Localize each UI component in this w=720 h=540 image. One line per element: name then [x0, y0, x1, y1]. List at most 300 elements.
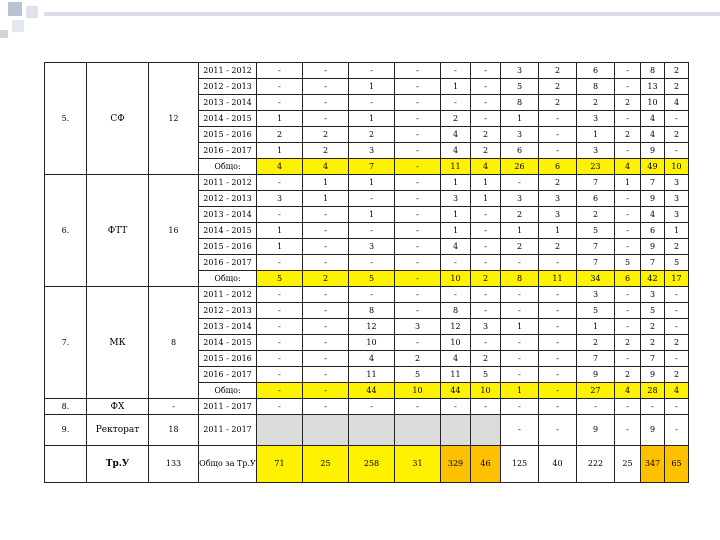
cell-c2: - — [303, 367, 349, 383]
cell-year: 2015 - 2016 — [199, 239, 257, 255]
cell-c3: - — [349, 191, 395, 207]
cell-year: 2016 - 2017 — [199, 143, 257, 159]
cell-c8: - — [539, 287, 577, 303]
cell-c5: 1 — [441, 175, 471, 191]
cell-c8: - — [539, 319, 577, 335]
cell-c9: 7 — [577, 351, 615, 367]
cell-year: 2012 - 2013 — [199, 79, 257, 95]
cell-c3: - — [349, 223, 395, 239]
cell-c10: - — [615, 111, 641, 127]
cell-c2: - — [303, 223, 349, 239]
cell-c5: - — [441, 399, 471, 415]
cell-c3: 3 — [349, 239, 395, 255]
table-row — [45, 415, 689, 446]
cell-c10: - — [615, 399, 641, 415]
cell-c10: 2 — [615, 335, 641, 351]
cell-c8: 2 — [539, 239, 577, 255]
cell-c1: - — [257, 207, 303, 223]
cell-c5: 329 — [441, 446, 471, 483]
cell-c7: - — [501, 175, 539, 191]
cell-c9: 34 — [577, 271, 615, 287]
cell-c1: 1 — [257, 239, 303, 255]
cell-year: 2014 - 2015 — [199, 223, 257, 239]
cell-num: 7. — [45, 287, 87, 399]
cell-year: 2014 - 2015 — [199, 335, 257, 351]
cell-c2: 2 — [303, 143, 349, 159]
cell-c12: 3 — [665, 207, 689, 223]
cell-c4: - — [395, 63, 441, 79]
cell-c10: - — [615, 239, 641, 255]
cell-count: 18 — [149, 415, 199, 446]
cell-c3: 7 — [349, 159, 395, 175]
cell-c6: 4 — [471, 159, 501, 175]
cell-c10: - — [615, 319, 641, 335]
cell-c4: - — [395, 303, 441, 319]
cell-c8: - — [539, 351, 577, 367]
cell-c4: - — [395, 159, 441, 175]
cell-c11: 4 — [641, 127, 665, 143]
cell-year: Общо за Тр.У — [199, 446, 257, 483]
cell-c7: 125 — [501, 446, 539, 483]
cell-c12: 2 — [665, 79, 689, 95]
cell-c3: 1 — [349, 111, 395, 127]
cell-c4: - — [395, 223, 441, 239]
cell-c10: - — [615, 143, 641, 159]
cell-c12: - — [665, 319, 689, 335]
cell-c7: - — [501, 335, 539, 351]
cell-c12: 4 — [665, 383, 689, 399]
cell-c1: 1 — [257, 143, 303, 159]
cell-count: 133 — [149, 446, 199, 483]
cell-c11: 9 — [641, 415, 665, 446]
cell-c6: - — [471, 79, 501, 95]
cell-c11: 10 — [641, 95, 665, 111]
cell-c1: - — [257, 63, 303, 79]
cell-c10: 2 — [615, 127, 641, 143]
cell-c5: - — [441, 95, 471, 111]
cell-c4: 2 — [395, 351, 441, 367]
cell-c2: - — [303, 111, 349, 127]
cell-c1: - — [257, 255, 303, 271]
cell-c9: 3 — [577, 111, 615, 127]
cell-c6: - — [471, 223, 501, 239]
cell-c3: 12 — [349, 319, 395, 335]
table-row — [45, 175, 689, 191]
cell-c7: - — [501, 351, 539, 367]
cell-c2: - — [303, 63, 349, 79]
cell-c1: - — [257, 79, 303, 95]
cell-c5: - — [441, 63, 471, 79]
cell-c5: 1 — [441, 207, 471, 223]
cell-c5: 2 — [441, 111, 471, 127]
cell-c6: 5 — [471, 367, 501, 383]
cell-c1: - — [257, 95, 303, 111]
cell-c9: 2 — [577, 95, 615, 111]
cell-c4: - — [395, 191, 441, 207]
cell-c12: 17 — [665, 271, 689, 287]
cell-c3: 4 — [349, 351, 395, 367]
cell-c12: - — [665, 303, 689, 319]
cell-c6: - — [471, 95, 501, 111]
cell-c11: 42 — [641, 271, 665, 287]
cell-c4: - — [395, 239, 441, 255]
cell-c7: 1 — [501, 383, 539, 399]
cell-c6: 2 — [471, 271, 501, 287]
cell-c2: 25 — [303, 446, 349, 483]
cell-c9: 1 — [577, 127, 615, 143]
cell-c9: 2 — [577, 207, 615, 223]
cell-c11: 2 — [641, 319, 665, 335]
cell-c5: 4 — [441, 239, 471, 255]
cell-c6: - — [471, 239, 501, 255]
cell-c8: 2 — [539, 79, 577, 95]
cell-c11: 6 — [641, 223, 665, 239]
cell-faculty: ФХ — [87, 399, 149, 415]
cell-c2: 2 — [303, 271, 349, 287]
cell-year: Общо: — [199, 271, 257, 287]
cell-c11: 9 — [641, 191, 665, 207]
cell-c7: - — [501, 255, 539, 271]
cell-c1: - — [257, 303, 303, 319]
cell-c2: - — [303, 79, 349, 95]
cell-c5: 8 — [441, 303, 471, 319]
cell-count: 12 — [149, 63, 199, 175]
cell-c8: 3 — [539, 207, 577, 223]
cell-c11: 7 — [641, 175, 665, 191]
cell-c10: - — [615, 351, 641, 367]
cell-c3: 1 — [349, 79, 395, 95]
cell-c7: 3 — [501, 63, 539, 79]
cell-c4: - — [395, 207, 441, 223]
cell-c8: 11 — [539, 271, 577, 287]
cell-c6: 1 — [471, 175, 501, 191]
cell-c1: - — [257, 175, 303, 191]
cell-c10: - — [615, 191, 641, 207]
cell-c3 — [349, 415, 395, 446]
cell-c7: 8 — [501, 271, 539, 287]
cell-c2: - — [303, 319, 349, 335]
cell-c9: 7 — [577, 175, 615, 191]
cell-c9: 6 — [577, 191, 615, 207]
table-row — [45, 446, 689, 483]
deco-square — [0, 30, 8, 38]
cell-c9: 5 — [577, 223, 615, 239]
cell-c6: 2 — [471, 143, 501, 159]
cell-c12: 2 — [665, 127, 689, 143]
cell-c12: 3 — [665, 191, 689, 207]
cell-num: 8. — [45, 399, 87, 415]
cell-c8: 1 — [539, 223, 577, 239]
cell-c1: 71 — [257, 446, 303, 483]
table-row — [45, 399, 689, 415]
cell-c10: - — [615, 79, 641, 95]
cell-c9: 1 — [577, 319, 615, 335]
cell-c2: 1 — [303, 191, 349, 207]
cell-year: 2012 - 2013 — [199, 303, 257, 319]
cell-c10: 25 — [615, 446, 641, 483]
cell-c9: 3 — [577, 143, 615, 159]
cell-c1: 4 — [257, 159, 303, 175]
cell-c7: - — [501, 399, 539, 415]
cell-c7: 2 — [501, 207, 539, 223]
cell-c8: 2 — [539, 95, 577, 111]
cell-year: 2015 - 2016 — [199, 127, 257, 143]
cell-c1 — [257, 415, 303, 446]
decorative-rule — [44, 12, 720, 16]
cell-c5: 11 — [441, 367, 471, 383]
cell-c8: - — [539, 367, 577, 383]
cell-c7: - — [501, 287, 539, 303]
cell-year: 2014 - 2015 — [199, 111, 257, 127]
cell-c8: - — [539, 143, 577, 159]
cell-c10: - — [615, 287, 641, 303]
cell-c3: 258 — [349, 446, 395, 483]
deco-square — [8, 2, 22, 16]
cell-c8: 40 — [539, 446, 577, 483]
cell-c3: - — [349, 95, 395, 111]
cell-c5: 3 — [441, 191, 471, 207]
cell-c12: 2 — [665, 335, 689, 351]
cell-c12: 5 — [665, 255, 689, 271]
cell-c4: - — [395, 255, 441, 271]
cell-c2: - — [303, 303, 349, 319]
cell-c6: - — [471, 335, 501, 351]
cell-count: - — [149, 399, 199, 415]
cell-c6: - — [471, 207, 501, 223]
cell-c4 — [395, 415, 441, 446]
cell-c11: - — [641, 399, 665, 415]
cell-c1: - — [257, 399, 303, 415]
cell-c11: 49 — [641, 159, 665, 175]
cell-c2: - — [303, 255, 349, 271]
cell-c9: 7 — [577, 255, 615, 271]
cell-year: 2013 - 2014 — [199, 207, 257, 223]
cell-c11: 2 — [641, 335, 665, 351]
cell-c9: 2 — [577, 335, 615, 351]
cell-num: 5. — [45, 63, 87, 175]
cell-num: 9. — [45, 415, 87, 446]
cell-c7: 2 — [501, 239, 539, 255]
cell-c9: 5 — [577, 303, 615, 319]
cell-c8: - — [539, 127, 577, 143]
cell-c12: - — [665, 415, 689, 446]
cell-c10: 1 — [615, 175, 641, 191]
cell-c4: - — [395, 399, 441, 415]
cell-year: 2011 - 2012 — [199, 63, 257, 79]
cell-c2: - — [303, 335, 349, 351]
cell-c2: - — [303, 95, 349, 111]
cell-c5: 1 — [441, 223, 471, 239]
cell-c10: - — [615, 223, 641, 239]
cell-c10: 2 — [615, 367, 641, 383]
cell-c1: 5 — [257, 271, 303, 287]
cell-c7: 3 — [501, 127, 539, 143]
cell-c2: - — [303, 383, 349, 399]
cell-c2: - — [303, 239, 349, 255]
cell-c4: 31 — [395, 446, 441, 483]
cell-year: 2012 - 2013 — [199, 191, 257, 207]
cell-c11: 5 — [641, 303, 665, 319]
cell-c5: 10 — [441, 271, 471, 287]
cell-c8: - — [539, 255, 577, 271]
cell-c3: - — [349, 255, 395, 271]
cell-count: 8 — [149, 287, 199, 399]
cell-faculty: Тр.У — [87, 446, 149, 483]
cell-c5: 44 — [441, 383, 471, 399]
cell-year: 2015 - 2016 — [199, 351, 257, 367]
cell-c10: - — [615, 63, 641, 79]
cell-year: Общо: — [199, 383, 257, 399]
cell-c3: 5 — [349, 271, 395, 287]
cell-c6: 2 — [471, 351, 501, 367]
cell-c8: 2 — [539, 175, 577, 191]
cell-c3: - — [349, 399, 395, 415]
cell-year: 2016 - 2017 — [199, 255, 257, 271]
cell-c7: 6 — [501, 143, 539, 159]
deco-square — [12, 20, 24, 32]
cell-c4: - — [395, 111, 441, 127]
cell-c6: 10 — [471, 383, 501, 399]
cell-c1: - — [257, 351, 303, 367]
cell-year: 2016 - 2017 — [199, 367, 257, 383]
cell-c2: - — [303, 351, 349, 367]
cell-c12: - — [665, 111, 689, 127]
cell-c8: 6 — [539, 159, 577, 175]
cell-year: 2011 - 2012 — [199, 175, 257, 191]
cell-c9: 27 — [577, 383, 615, 399]
cell-c12: - — [665, 399, 689, 415]
cell-c3: 10 — [349, 335, 395, 351]
cell-c11: 9 — [641, 143, 665, 159]
cell-c4: - — [395, 287, 441, 303]
cell-c6: 2 — [471, 127, 501, 143]
cell-c11: 3 — [641, 287, 665, 303]
cell-c3: - — [349, 63, 395, 79]
cell-c6: - — [471, 303, 501, 319]
cell-c4: 10 — [395, 383, 441, 399]
cell-c9: 23 — [577, 159, 615, 175]
cell-c2: - — [303, 207, 349, 223]
cell-c7: - — [501, 367, 539, 383]
cell-c9: 9 — [577, 415, 615, 446]
cell-c4: - — [395, 335, 441, 351]
cell-c6: 1 — [471, 191, 501, 207]
cell-c11: 8 — [641, 63, 665, 79]
cell-c5 — [441, 415, 471, 446]
corner-decoration — [0, 0, 60, 45]
cell-c5: 11 — [441, 159, 471, 175]
cell-c11: 13 — [641, 79, 665, 95]
cell-faculty: МК — [87, 287, 149, 399]
cell-c6: - — [471, 255, 501, 271]
cell-c7: 1 — [501, 111, 539, 127]
cell-c11: 9 — [641, 239, 665, 255]
cell-c12: - — [665, 351, 689, 367]
cell-c7: - — [501, 303, 539, 319]
cell-c6: 46 — [471, 446, 501, 483]
cell-c5: 4 — [441, 351, 471, 367]
cell-c12: 65 — [665, 446, 689, 483]
cell-c7: 26 — [501, 159, 539, 175]
cell-c6: - — [471, 63, 501, 79]
cell-c9: 7 — [577, 239, 615, 255]
cell-c12: 4 — [665, 95, 689, 111]
cell-faculty: Ректорат — [87, 415, 149, 446]
cell-c3: 2 — [349, 127, 395, 143]
cell-c11: 4 — [641, 111, 665, 127]
cell-c12: 10 — [665, 159, 689, 175]
cell-c7: 1 — [501, 223, 539, 239]
table-row — [45, 287, 689, 303]
cell-c11: 28 — [641, 383, 665, 399]
cell-c3: 3 — [349, 143, 395, 159]
cell-c4: - — [395, 127, 441, 143]
cell-c7: 3 — [501, 191, 539, 207]
cell-c1: - — [257, 383, 303, 399]
cell-c2: - — [303, 399, 349, 415]
cell-c9: 222 — [577, 446, 615, 483]
cell-year: 2011 - 2017 — [199, 399, 257, 415]
cell-c1: 3 — [257, 191, 303, 207]
cell-c3: 1 — [349, 175, 395, 191]
cell-year: 2013 - 2014 — [199, 319, 257, 335]
cell-c11: 9 — [641, 367, 665, 383]
cell-c11: 7 — [641, 255, 665, 271]
cell-num: 6. — [45, 175, 87, 287]
statistics-table — [44, 62, 689, 483]
cell-faculty: СФ — [87, 63, 149, 175]
cell-year: 2013 - 2014 — [199, 95, 257, 111]
cell-c9: 6 — [577, 63, 615, 79]
cell-c4: - — [395, 79, 441, 95]
cell-c4: - — [395, 271, 441, 287]
cell-c1: 1 — [257, 223, 303, 239]
cell-c11: 7 — [641, 351, 665, 367]
cell-c12: 2 — [665, 239, 689, 255]
cell-c1: - — [257, 335, 303, 351]
cell-c3: 44 — [349, 383, 395, 399]
cell-c11: 347 — [641, 446, 665, 483]
cell-c9: 9 — [577, 367, 615, 383]
table-row — [45, 63, 689, 79]
deco-square — [26, 6, 38, 18]
cell-c6 — [471, 415, 501, 446]
cell-c8: - — [539, 383, 577, 399]
cell-c2: - — [303, 287, 349, 303]
cell-c1: 1 — [257, 111, 303, 127]
cell-c12: 2 — [665, 63, 689, 79]
cell-c5: - — [441, 287, 471, 303]
cell-c10: 4 — [615, 159, 641, 175]
cell-c2: 2 — [303, 127, 349, 143]
cell-c2: 4 — [303, 159, 349, 175]
cell-c8: - — [539, 399, 577, 415]
cell-c5: 12 — [441, 319, 471, 335]
cell-c10: 2 — [615, 95, 641, 111]
cell-c4: - — [395, 143, 441, 159]
cell-c7: 8 — [501, 95, 539, 111]
cell-c8: - — [539, 415, 577, 446]
cell-count: 16 — [149, 175, 199, 287]
cell-c5: - — [441, 255, 471, 271]
cell-c2: 1 — [303, 175, 349, 191]
cell-faculty: ФТТ — [87, 175, 149, 287]
cell-c4: 3 — [395, 319, 441, 335]
cell-c5: 10 — [441, 335, 471, 351]
cell-c1: - — [257, 319, 303, 335]
cell-year: Общо: — [199, 159, 257, 175]
cell-c2 — [303, 415, 349, 446]
